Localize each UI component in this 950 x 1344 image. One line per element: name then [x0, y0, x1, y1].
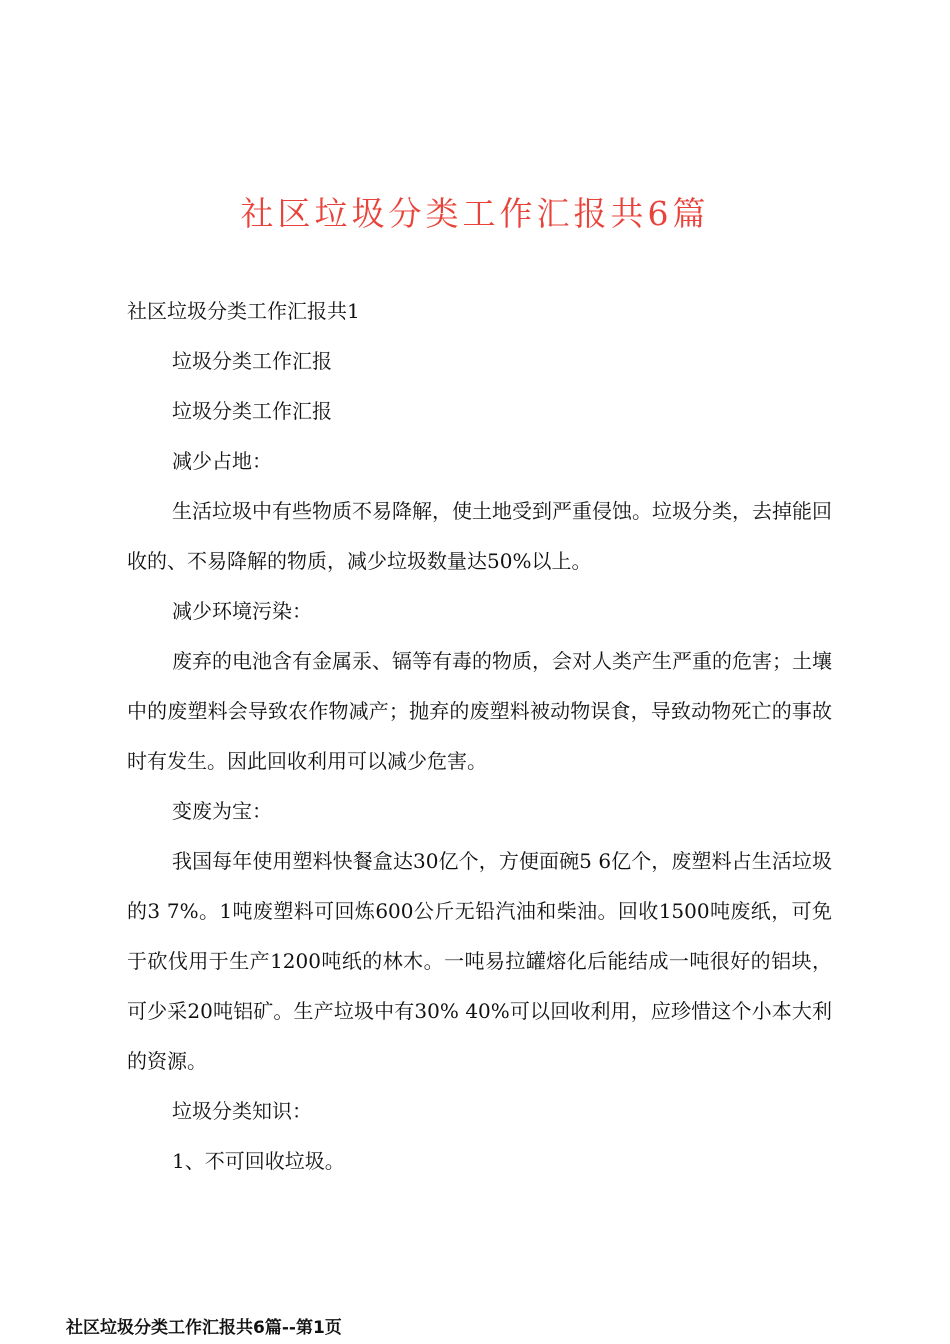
list-item: 1、不可回收垃圾。: [172, 1149, 345, 1173]
document-body: [127, 286, 832, 1186]
section-heading: 垃圾分类知识：: [172, 1099, 312, 1123]
paragraph: 社区垃圾分类工作汇报共1: [127, 299, 360, 323]
page-footer: 社区垃圾分类工作汇报共6篇--第1页: [66, 1318, 342, 1338]
document-title: 社区垃圾分类工作汇报共6篇: [240, 194, 710, 233]
section-heading: 减少占地：: [172, 449, 272, 473]
paragraph: 生活垃圾中有些物质不易降解，使土地受到严重侵蚀。垃圾分类，去掉能回收的、不易降解的物质，减少垃圾数量达50%以上。: [127, 499, 832, 573]
paragraph: 废弃的电池含有金属汞、镉等有毒的物质，会对人类产生严重的危害；土壤中的废塑料会导致农作物减产；抛弃的废塑料被动物误食，导致动物死亡的事故时有发生。因此回收利用可以减少危害。: [127, 649, 832, 773]
section-heading: 减少环境污染：: [172, 599, 312, 623]
paragraph: 垃圾分类工作汇报: [172, 399, 332, 423]
paragraph: 垃圾分类工作汇报: [172, 349, 332, 373]
paragraph: 我国每年使用塑料快餐盒达30亿个，方便面碗5 6亿个，废塑料占生活垃圾的3 7%。1吨废塑料可回炼600公斤无铅汽油和柴油。回收1500吨废纸，可免于砍伐用于生产1200吨纸的林木。一吨易拉罐熔化后能结成一吨很好的铝块，可少采20吨铝矿。生产垃圾中有30% 40%可以回收利用，应珍惜这个小本大利的资源。: [127, 849, 832, 1073]
section-heading: 变废为宝：: [172, 799, 272, 823]
